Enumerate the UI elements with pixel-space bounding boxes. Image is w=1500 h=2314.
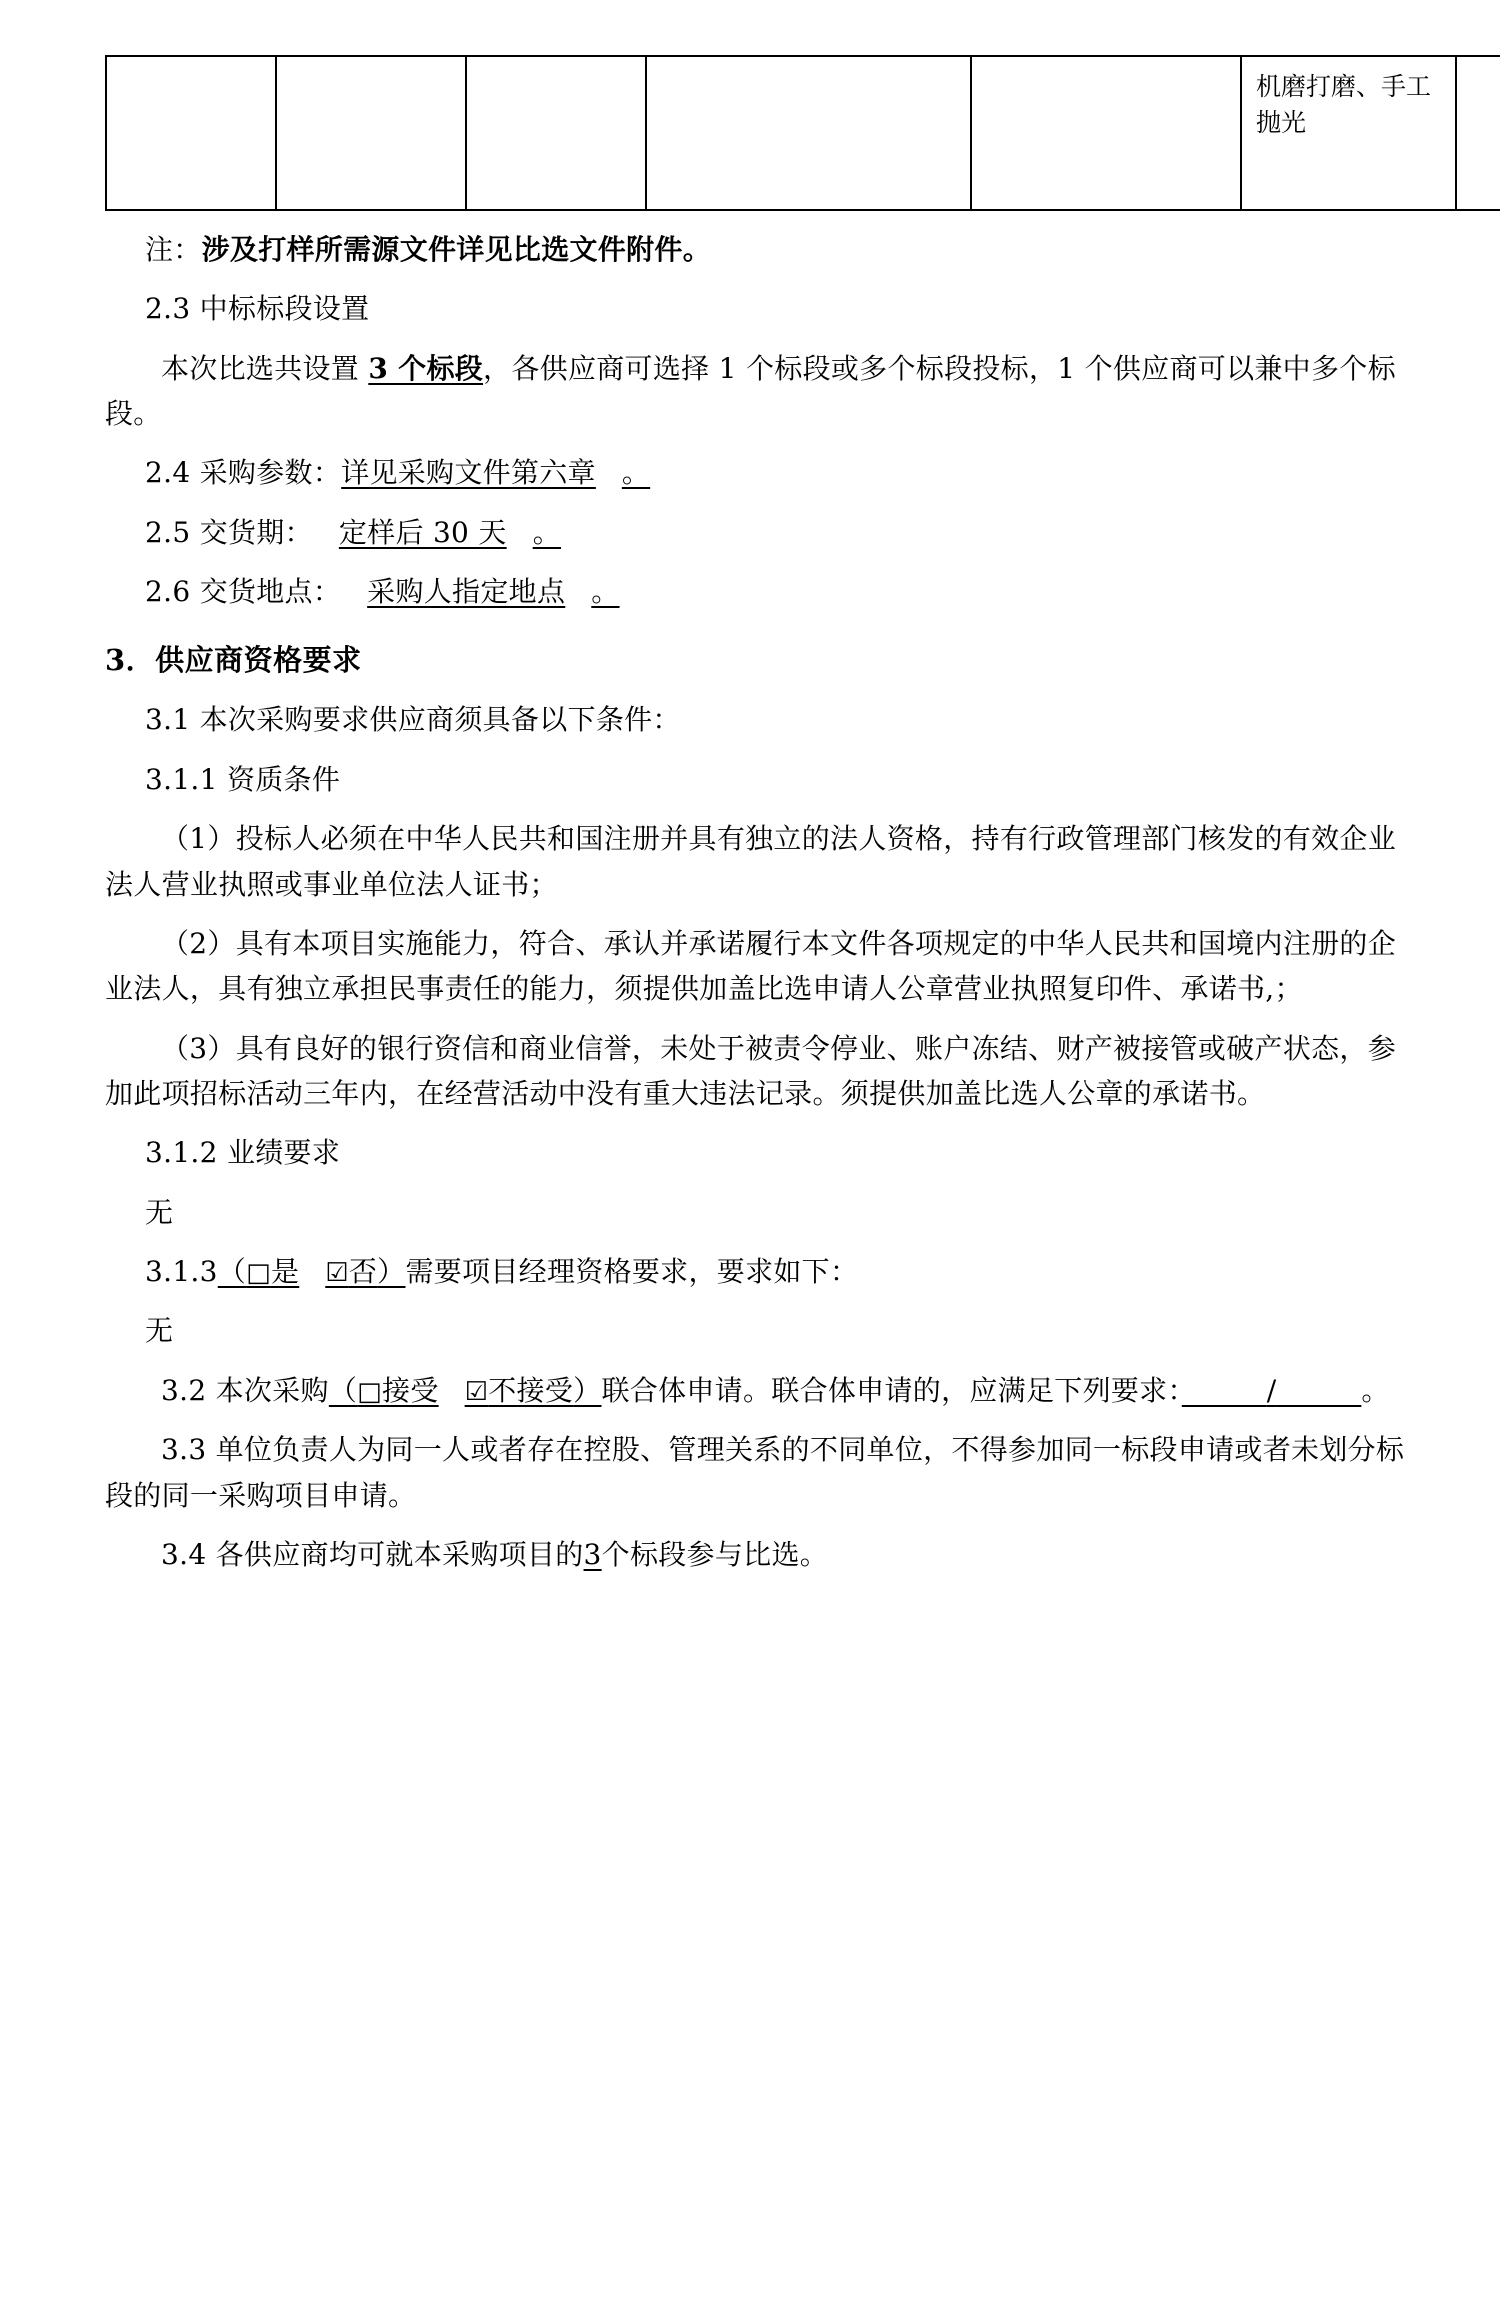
table-cell-7 xyxy=(1456,56,1500,210)
item-3-1-3 xyxy=(105,1249,1405,1294)
manager-option-no-label: 否 xyxy=(348,1255,378,1289)
paragraph-2-3: 本次比选共设置 3 个标段，各供应商可选择 1 个标段或多个标段投标，1 个供应商可以兼中多个标段。 xyxy=(105,351,1396,431)
consortium-reject-label: 不接受 xyxy=(488,1373,574,1407)
clause-1: （1）投标人必须在中华人民共和国注册并具有独立的法人资格，持有行政管理部门核发的有效企业法人营业执照或事业单位法人证书； xyxy=(105,822,1397,901)
item-2-4 xyxy=(105,450,1405,495)
item-2-6-heading: 2.6 交货地点： xyxy=(145,575,342,609)
note-label: 注： xyxy=(145,233,202,266)
clause-3: （3）具有良好的银行资信和商业信誉，未处于被责令停业、账户冻结、财产被接管或破产状态，参加此项招标活动三年内，在经营活动中没有重大违法记录。须提供加盖比选人公章的承诺书。 xyxy=(105,1031,1397,1110)
item-3-1-3-suffix: 需要项目经理资格要求，要求如下： xyxy=(405,1255,859,1289)
consortium-fill-blank xyxy=(1182,1374,1362,1407)
heading-section-3: 3．供应商资格要求 xyxy=(105,642,362,677)
checkbox-accept-icon[interactable]: □ xyxy=(357,1376,383,1407)
checkbox-yes-icon[interactable]: □ xyxy=(246,1258,271,1289)
value-3-1-3: 无 xyxy=(145,1314,174,1348)
clause-2: （2）具有本项目实施能力，符合、承认并承诺履行本文件各项规定的中华人民共和国境内注册的企业法人，具有独立承担民事责任的能力，须提供加盖比选申请人公章营业执照复印件、承诺书,； xyxy=(105,926,1397,1006)
heading-3-1-2: 3.1.2 业绩要求 xyxy=(145,1136,341,1170)
item-3-4-prefix: 3.4 各供应商均可就本采购项目的 xyxy=(161,1537,584,1571)
value-3-1-2: 无 xyxy=(145,1195,174,1229)
heading-2-3: 2.3 中标标段设置 xyxy=(145,292,370,326)
item-2-4-value: 详见采购文件第六章 xyxy=(341,456,596,490)
item-2-6-tail: 。 xyxy=(591,575,620,609)
table-note xyxy=(105,227,1405,272)
item-2-5-value: 定样后 30 天 xyxy=(338,515,507,549)
table-cell-process: 机磨打磨、手工抛光 xyxy=(1241,56,1456,210)
lot-count-highlight: 3 个标段 xyxy=(368,351,484,385)
item-2-4-heading: 2.4 采购参数： xyxy=(145,456,342,490)
item-2-5 xyxy=(105,510,1405,555)
manager-option-yes-label: 是 xyxy=(270,1255,300,1289)
checkbox-no-icon[interactable]: ☑ xyxy=(325,1258,349,1289)
item-3-2-suffix: 联合体申请。联合体申请的，应满足下列要求： xyxy=(601,1373,1182,1407)
item-3-4-suffix: 个标段参与比选。 xyxy=(601,1537,829,1571)
consortium-accept-label: 接受 xyxy=(382,1373,439,1407)
item-2-5-tail: 。 xyxy=(532,515,561,549)
consortium-fill-value: / xyxy=(1266,1373,1277,1407)
item-3-1-1: 3.1.1 资质条件 xyxy=(145,762,341,796)
table-cell-2 xyxy=(276,56,466,210)
item-3-2 xyxy=(105,1368,1405,1413)
item-3-4 xyxy=(105,1532,1405,1577)
table-row xyxy=(106,56,1500,210)
item-2-6 xyxy=(105,569,1405,614)
item-3-1-3-prefix: 3.1.3 xyxy=(145,1255,218,1289)
consortium-option-group: （□接受 ☑不接受） xyxy=(328,1373,602,1407)
item-3-3: 3.3 单位负责人为同一人或者存在控股、管理关系的不同单位，不得参加同一标段申请或者未划分标段的同一采购项目申请。 xyxy=(105,1433,1405,1512)
consortium-tail: 。 xyxy=(1361,1373,1390,1407)
spec-table xyxy=(105,55,1500,211)
table-cell-4 xyxy=(646,56,971,210)
document-content xyxy=(105,55,1432,1577)
item-3-4-count: 3 xyxy=(583,1537,602,1571)
table-cell-5 xyxy=(971,56,1241,210)
item-3-1: 3.1 本次采购要求供应商须具备以下条件： xyxy=(145,703,681,737)
item-2-4-tail: 。 xyxy=(621,456,651,490)
checkbox-reject-icon[interactable]: ☑ xyxy=(464,1376,489,1407)
item-3-2-prefix: 3.2 本次采购 xyxy=(161,1373,329,1407)
table-cell-1 xyxy=(106,56,276,210)
item-2-5-heading: 2.5 交货期： xyxy=(145,515,313,549)
item-2-6-value: 采购人指定地点 xyxy=(367,575,566,609)
table-cell-3 xyxy=(466,56,646,210)
manager-option-group: （□是 ☑否） xyxy=(217,1255,406,1289)
note-text: 涉及打样所需源文件详见比选文件附件。 xyxy=(201,233,712,266)
